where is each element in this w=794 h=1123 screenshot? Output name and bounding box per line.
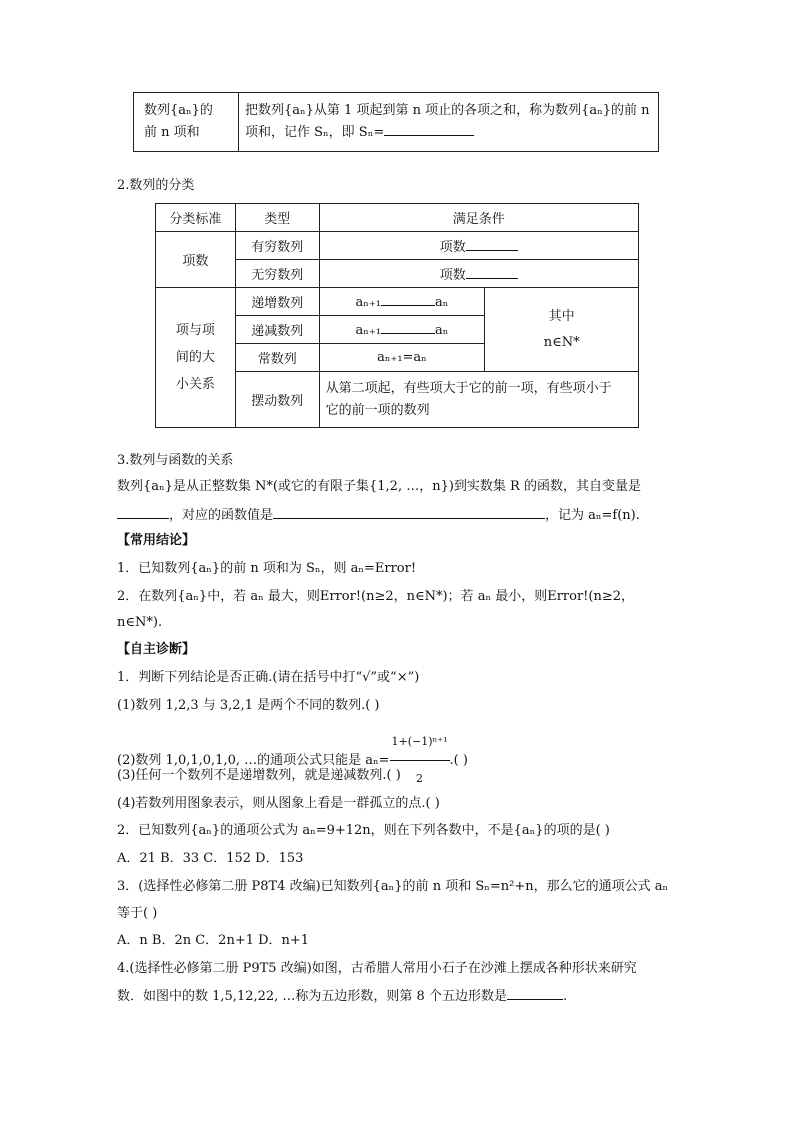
section3-line2: ，对应的函数值是 ，记为 aₙ=f(n). <box>117 506 640 525</box>
type-oscillating: 摆动数列 <box>235 372 319 428</box>
type-decreasing: 递减数列 <box>235 316 319 344</box>
header-condition: 满足条件 <box>319 204 638 232</box>
q1-2: (2)数列 1,0,1,0,1,0, …的通项公式只能是 aₙ= $\frac{\text{1+(−1)ⁿ⁺¹}}{2}$ .( ) <box>117 724 468 797</box>
common-heading: 【常用结论】 <box>117 533 196 548</box>
classification-table <box>155 203 639 428</box>
prefix-sum-definition-l1: 把数列{aₙ}从第 1 项起到第 n 项止的各项之和，称为数列{aₙ}的前 n <box>245 103 650 118</box>
q1-2-fraction: $\frac{\text{1+(−1)ⁿ⁺¹}}{2}$ <box>390 724 450 797</box>
q3-options: A．n B．2n C．2n+1 D．n+1 <box>117 933 310 948</box>
q3-l2: 等于( ) <box>117 906 158 921</box>
increasing-blank[interactable] <box>381 293 435 306</box>
note-l1: 其中 <box>548 308 575 324</box>
q1-4: (4)若数列用图象表示，则从图象上看是一群孤立的点.( ) <box>117 796 440 811</box>
cond-oscillating-l2: 它的前一项的数列 <box>325 402 430 418</box>
type-constant: 常数列 <box>235 344 319 372</box>
common-item2-l1: 2．在数列{aₙ}中，若 aₙ 最大，则Error!(n≥2，n∈N*)；若 aₙ 最小，则Error!(n≥2， <box>117 589 634 604</box>
prefix-sum-definition-cell <box>239 93 659 152</box>
pentagonal-blank[interactable] <box>507 987 563 1000</box>
cond-increasing: aₙ₊₁ aₙ <box>319 288 485 316</box>
prefix-sum-blank[interactable] <box>384 123 474 136</box>
note-cell <box>485 288 639 372</box>
q1: 1．判断下列结论是否正确.(请在括号中打“√”或“×”) <box>117 670 420 685</box>
common-item1: 1．已知数列{aₙ}的前 n 项和为 Sₙ，则 aₙ=Error! <box>117 561 417 576</box>
cond-infinite: 项数 <box>319 260 638 288</box>
q1-3: (3)任何一个数列不是递增数列，就是递减数列.( ) <box>117 768 401 783</box>
type-infinite: 无穷数列 <box>235 260 319 288</box>
prefix-sum-table <box>133 92 659 152</box>
type-increasing: 递增数列 <box>235 288 319 316</box>
function-value-blank[interactable] <box>273 506 545 519</box>
section3-line1: 数列{aₙ}是从正整数集 N*(或它的有限子集{1,2, …，n})到实数集 R 的函数，其自变量是 <box>117 479 641 494</box>
diagnosis-heading: 【自主诊断】 <box>117 642 196 657</box>
common-item2-l2: n∈N*). <box>117 615 163 630</box>
section3-heading: 3.数列与函数的关系 <box>117 453 234 468</box>
finite-blank[interactable] <box>466 238 518 251</box>
decreasing-blank[interactable] <box>381 321 435 334</box>
group-order-l2: 间的大 <box>175 350 215 365</box>
prefix-sum-label-l1: 数列{aₙ}的 <box>144 103 213 118</box>
cond-constant: aₙ₊₁=aₙ <box>319 344 485 372</box>
q4-l2: 数．如图中的数 1,5,12,22, …称为五边形数，则第 8 个五边形数是 . <box>117 989 568 1004</box>
prefix-sum-definition-l2: 项和，记作 Sₙ，即 Sₙ= <box>245 125 385 140</box>
cond-decreasing: aₙ₊₁ aₙ <box>319 316 485 344</box>
q4-l1: 4.(选择性必修第二册 P9T5 改编)如图，古希腊人常用小石子在沙滩上摆成各种形状来研究 <box>117 961 637 976</box>
cond-oscillating <box>319 372 638 428</box>
cond-finite: 项数 <box>319 232 638 260</box>
q1-1: (1)数列 1,2,3 与 3,2,1 是两个不同的数列.( ) <box>117 698 380 713</box>
infinite-blank[interactable] <box>466 266 518 279</box>
q3-l1: 3．(选择性必修第二册 P8T4 改编)已知数列{aₙ}的前 n 项和 Sₙ=n²+n，那么它的通项公式 aₙ <box>117 879 669 894</box>
q2: 2．已知数列{aₙ}的通项公式为 aₙ=9+12n，则在下列各数中，不是{aₙ}的项的是( ) <box>117 823 610 838</box>
prefix-sum-label-l2: 前 n 项和 <box>144 125 200 140</box>
header-criterion: 分类标准 <box>156 204 236 232</box>
domain-blank[interactable] <box>117 506 169 519</box>
q2-options: A．21 B．33 C．152 D．153 <box>117 851 304 866</box>
group-order-l3: 小关系 <box>175 377 215 392</box>
section2-heading: 2.数列的分类 <box>117 178 195 193</box>
cond-oscillating-l1: 从第二项起，有些项大于它的前一项，有些项小于 <box>325 380 612 396</box>
group-order <box>156 288 236 428</box>
type-finite: 有穷数列 <box>235 232 319 260</box>
header-type: 类型 <box>235 204 319 232</box>
note-l2: n∈N* <box>543 334 580 350</box>
prefix-sum-label-cell <box>134 93 239 152</box>
group-item-count: 项数 <box>156 232 236 288</box>
group-order-l1: 项与项 <box>175 323 215 338</box>
